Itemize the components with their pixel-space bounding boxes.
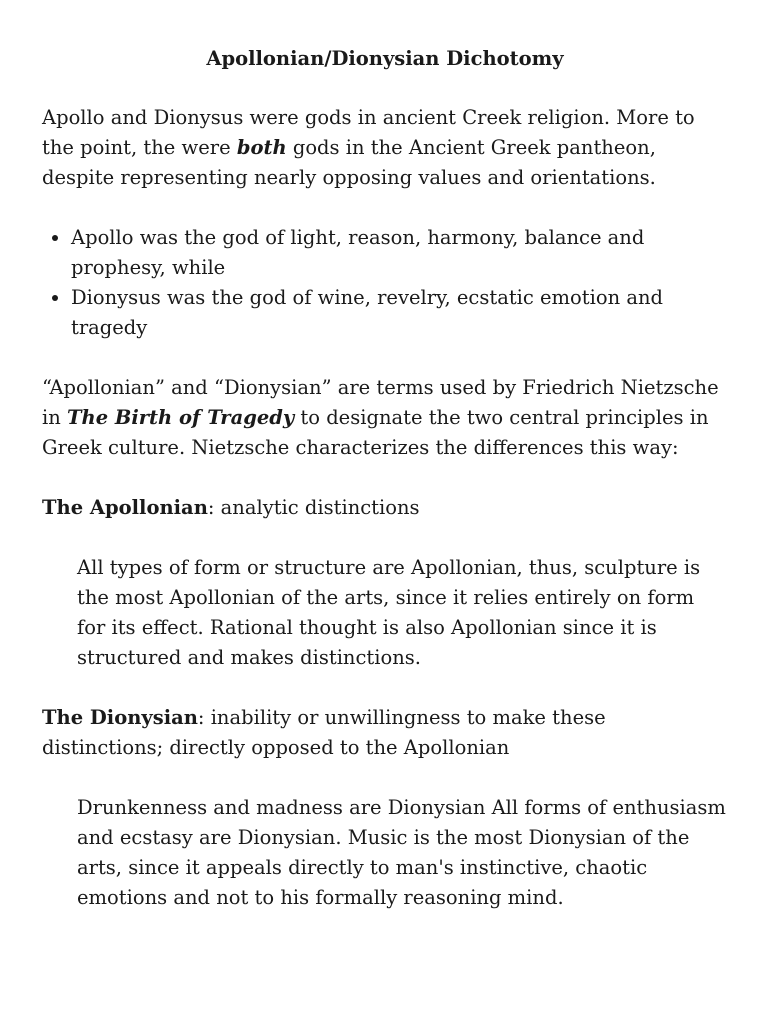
nietzsche-paragraph	[42, 373, 728, 463]
document-title: Apollonian/Dionysian Dichotomy	[206, 47, 564, 70]
book-title: The Birth of Tragedy	[67, 406, 295, 429]
bullet-item-apollo: • Apollo was the god of light, reason, harmony, balance and prophesy, while	[71, 223, 728, 283]
apollonian-definition: : analytic distinctions	[207, 496, 420, 519]
gods-bullet-list	[42, 223, 728, 343]
apollonian-heading	[42, 493, 728, 523]
dionysian-description: Drunkenness and madness are Dionysian All forms of enthusiasm and ecstasy are Dionysian. Music is the most Dionysian of the arts, since it appeals directly to man's instinctive, chaotic emotions and not to his formally reasoning mind.	[77, 796, 726, 909]
intro-emphasis: both	[236, 136, 287, 159]
nietzsche-text-start: “Apollonian” and “Dionysian” are terms used by Friedrich Nietzsche in	[42, 376, 719, 429]
intro-text-start: Apollo and Dionysus were gods in ancient Creek religion. More to the point, the were	[42, 106, 695, 159]
dionysian-heading	[42, 703, 728, 763]
nietzsche-text-end: to designate the two central principles in Greek culture. Nietzsche characterizes the differences this way:	[42, 406, 709, 459]
apollonian-term: The Apollonian	[42, 496, 208, 519]
intro-paragraph	[42, 103, 728, 193]
dionysian-term: The Dionysian	[42, 706, 198, 729]
dionysian-definition: : inability or unwillingness to make these distinctions; directly opposed to the Apollonian	[42, 706, 606, 759]
intro-text-end: gods in the Ancient Greek pantheon, despite representing nearly opposing values and orientations.	[42, 136, 656, 189]
apollonian-description: All types of form or structure are Apollonian, thus, sculpture is the most Apollonian of the arts, since it relies entirely on form for its effect. Rational thought is also Apollonian since it is structured and makes distinctions.	[77, 556, 701, 669]
bullet-item-dionysus: • Dionysus was the god of wine, revelry, ecstatic emotion and tragedy	[71, 283, 728, 343]
